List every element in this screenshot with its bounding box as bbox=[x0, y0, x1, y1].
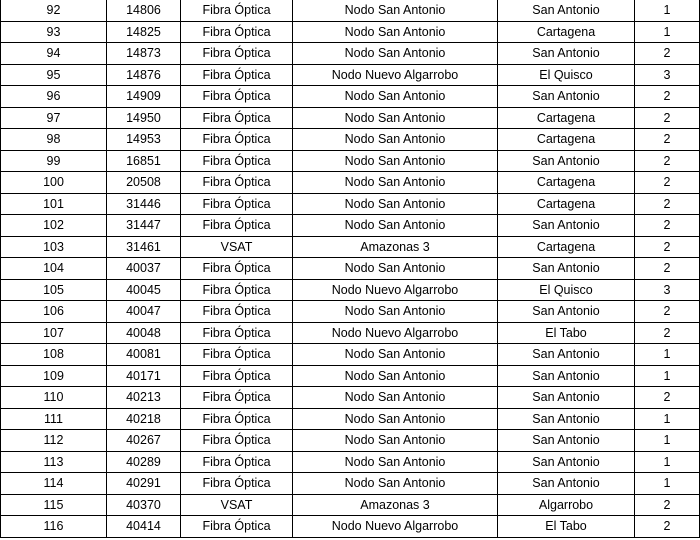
commune-cell: Algarrobo bbox=[498, 494, 635, 516]
commune-cell: San Antonio bbox=[498, 365, 635, 387]
commune-cell: Cartagena bbox=[498, 107, 635, 129]
node-cell: Nodo San Antonio bbox=[293, 258, 498, 280]
count-cell: 1 bbox=[635, 430, 700, 452]
technology-cell: Fibra Óptica bbox=[181, 172, 293, 194]
commune-cell: San Antonio bbox=[498, 430, 635, 452]
table-row bbox=[1, 86, 700, 108]
table-row bbox=[1, 107, 700, 129]
id-cell: 40171 bbox=[107, 365, 181, 387]
id-cell: 40291 bbox=[107, 473, 181, 495]
table-row bbox=[1, 172, 700, 194]
id-cell: 14950 bbox=[107, 107, 181, 129]
id-cell: 31447 bbox=[107, 215, 181, 237]
row-number-cell: 97 bbox=[1, 107, 107, 129]
id-cell: 20508 bbox=[107, 172, 181, 194]
table-row bbox=[1, 129, 700, 151]
row-number-cell: 109 bbox=[1, 365, 107, 387]
technology-cell: Fibra Óptica bbox=[181, 107, 293, 129]
table-row bbox=[1, 430, 700, 452]
table-row bbox=[1, 408, 700, 430]
table-row bbox=[1, 279, 700, 301]
table-row bbox=[1, 451, 700, 473]
id-cell: 40218 bbox=[107, 408, 181, 430]
table-row bbox=[1, 258, 700, 280]
technology-cell: Fibra Óptica bbox=[181, 150, 293, 172]
row-number-cell: 104 bbox=[1, 258, 107, 280]
node-cell: Nodo San Antonio bbox=[293, 21, 498, 43]
technology-cell: Fibra Óptica bbox=[181, 451, 293, 473]
technology-cell: Fibra Óptica bbox=[181, 0, 293, 21]
node-cell: Nodo San Antonio bbox=[293, 387, 498, 409]
commune-cell: San Antonio bbox=[498, 150, 635, 172]
id-cell: 14825 bbox=[107, 21, 181, 43]
node-cell: Nodo Nuevo Algarrobo bbox=[293, 516, 498, 538]
node-cell: Nodo San Antonio bbox=[293, 150, 498, 172]
table-row bbox=[1, 322, 700, 344]
commune-cell: San Antonio bbox=[498, 301, 635, 323]
row-number-cell: 102 bbox=[1, 215, 107, 237]
commune-cell: San Antonio bbox=[498, 258, 635, 280]
technology-cell: Fibra Óptica bbox=[181, 516, 293, 538]
id-cell: 40048 bbox=[107, 322, 181, 344]
technology-cell: Fibra Óptica bbox=[181, 279, 293, 301]
table-row bbox=[1, 344, 700, 366]
commune-cell: Cartagena bbox=[498, 129, 635, 151]
id-cell: 14953 bbox=[107, 129, 181, 151]
row-number-cell: 115 bbox=[1, 494, 107, 516]
node-cell: Nodo San Antonio bbox=[293, 172, 498, 194]
id-cell: 40047 bbox=[107, 301, 181, 323]
count-cell: 2 bbox=[635, 387, 700, 409]
technology-cell: Fibra Óptica bbox=[181, 86, 293, 108]
technology-cell: Fibra Óptica bbox=[181, 322, 293, 344]
table-row bbox=[1, 365, 700, 387]
node-cell: Nodo San Antonio bbox=[293, 473, 498, 495]
commune-cell: San Antonio bbox=[498, 344, 635, 366]
table-row bbox=[1, 193, 700, 215]
count-cell: 2 bbox=[635, 150, 700, 172]
id-cell: 31461 bbox=[107, 236, 181, 258]
table-row bbox=[1, 473, 700, 495]
row-number-cell: 105 bbox=[1, 279, 107, 301]
commune-cell: San Antonio bbox=[498, 408, 635, 430]
count-cell: 1 bbox=[635, 0, 700, 21]
row-number-cell: 106 bbox=[1, 301, 107, 323]
technology-cell: Fibra Óptica bbox=[181, 64, 293, 86]
node-cell: Nodo San Antonio bbox=[293, 408, 498, 430]
commune-cell: El Tabo bbox=[498, 516, 635, 538]
row-number-cell: 98 bbox=[1, 129, 107, 151]
node-cell: Nodo San Antonio bbox=[293, 365, 498, 387]
technology-cell: Fibra Óptica bbox=[181, 258, 293, 280]
row-number-cell: 116 bbox=[1, 516, 107, 538]
count-cell: 1 bbox=[635, 365, 700, 387]
id-cell: 40267 bbox=[107, 430, 181, 452]
technology-cell: VSAT bbox=[181, 494, 293, 516]
node-cell: Nodo Nuevo Algarrobo bbox=[293, 322, 498, 344]
row-number-cell: 101 bbox=[1, 193, 107, 215]
technology-cell: Fibra Óptica bbox=[181, 387, 293, 409]
row-number-cell: 100 bbox=[1, 172, 107, 194]
id-cell: 31446 bbox=[107, 193, 181, 215]
row-number-cell: 99 bbox=[1, 150, 107, 172]
node-cell: Nodo San Antonio bbox=[293, 107, 498, 129]
id-cell: 14806 bbox=[107, 0, 181, 21]
id-cell: 14876 bbox=[107, 64, 181, 86]
count-cell: 1 bbox=[635, 21, 700, 43]
count-cell: 2 bbox=[635, 301, 700, 323]
count-cell: 2 bbox=[635, 258, 700, 280]
id-cell: 40289 bbox=[107, 451, 181, 473]
table-row bbox=[1, 64, 700, 86]
id-cell: 40045 bbox=[107, 279, 181, 301]
table-body bbox=[1, 0, 700, 537]
count-cell: 2 bbox=[635, 215, 700, 237]
row-number-cell: 111 bbox=[1, 408, 107, 430]
table-row bbox=[1, 516, 700, 538]
technology-cell: Fibra Óptica bbox=[181, 430, 293, 452]
table-row bbox=[1, 236, 700, 258]
count-cell: 2 bbox=[635, 107, 700, 129]
technology-cell: Fibra Óptica bbox=[181, 21, 293, 43]
id-cell: 40213 bbox=[107, 387, 181, 409]
commune-cell: Cartagena bbox=[498, 21, 635, 43]
id-cell: 40414 bbox=[107, 516, 181, 538]
count-cell: 2 bbox=[635, 86, 700, 108]
id-cell: 40037 bbox=[107, 258, 181, 280]
count-cell: 2 bbox=[635, 516, 700, 538]
commune-cell: Cartagena bbox=[498, 236, 635, 258]
row-number-cell: 108 bbox=[1, 344, 107, 366]
row-number-cell: 114 bbox=[1, 473, 107, 495]
node-cell: Amazonas 3 bbox=[293, 236, 498, 258]
commune-cell: Cartagena bbox=[498, 193, 635, 215]
commune-cell: San Antonio bbox=[498, 387, 635, 409]
row-number-cell: 92 bbox=[1, 0, 107, 21]
id-cell: 16851 bbox=[107, 150, 181, 172]
technology-cell: VSAT bbox=[181, 236, 293, 258]
count-cell: 2 bbox=[635, 236, 700, 258]
technology-cell: Fibra Óptica bbox=[181, 344, 293, 366]
id-cell: 14909 bbox=[107, 86, 181, 108]
count-cell: 2 bbox=[635, 494, 700, 516]
commune-cell: San Antonio bbox=[498, 473, 635, 495]
node-cell: Nodo San Antonio bbox=[293, 430, 498, 452]
count-cell: 2 bbox=[635, 43, 700, 65]
row-number-cell: 96 bbox=[1, 86, 107, 108]
node-cell: Nodo San Antonio bbox=[293, 86, 498, 108]
table-row bbox=[1, 43, 700, 65]
technology-cell: Fibra Óptica bbox=[181, 129, 293, 151]
table-row bbox=[1, 215, 700, 237]
id-cell: 40081 bbox=[107, 344, 181, 366]
row-number-cell: 110 bbox=[1, 387, 107, 409]
node-cell: Nodo San Antonio bbox=[293, 215, 498, 237]
row-number-cell: 95 bbox=[1, 64, 107, 86]
node-cell: Nodo Nuevo Algarrobo bbox=[293, 279, 498, 301]
row-number-cell: 103 bbox=[1, 236, 107, 258]
count-cell: 1 bbox=[635, 473, 700, 495]
technology-cell: Fibra Óptica bbox=[181, 215, 293, 237]
table-row bbox=[1, 387, 700, 409]
count-cell: 3 bbox=[635, 279, 700, 301]
table-row bbox=[1, 0, 700, 21]
node-cell: Nodo San Antonio bbox=[293, 301, 498, 323]
row-number-cell: 113 bbox=[1, 451, 107, 473]
technology-cell: Fibra Óptica bbox=[181, 408, 293, 430]
node-cell: Nodo Nuevo Algarrobo bbox=[293, 64, 498, 86]
count-cell: 2 bbox=[635, 193, 700, 215]
count-cell: 3 bbox=[635, 64, 700, 86]
row-number-cell: 94 bbox=[1, 43, 107, 65]
count-cell: 1 bbox=[635, 344, 700, 366]
technology-cell: Fibra Óptica bbox=[181, 365, 293, 387]
commune-cell: San Antonio bbox=[498, 0, 635, 21]
row-number-cell: 93 bbox=[1, 21, 107, 43]
node-cell: Nodo San Antonio bbox=[293, 43, 498, 65]
node-cell: Nodo San Antonio bbox=[293, 451, 498, 473]
table-row bbox=[1, 494, 700, 516]
commune-cell: El Quisco bbox=[498, 279, 635, 301]
table-row bbox=[1, 301, 700, 323]
commune-cell: Cartagena bbox=[498, 172, 635, 194]
commune-cell: San Antonio bbox=[498, 43, 635, 65]
commune-cell: San Antonio bbox=[498, 215, 635, 237]
count-cell: 2 bbox=[635, 129, 700, 151]
technology-cell: Fibra Óptica bbox=[181, 301, 293, 323]
node-cell: Nodo San Antonio bbox=[293, 0, 498, 21]
table-row bbox=[1, 21, 700, 43]
commune-cell: San Antonio bbox=[498, 86, 635, 108]
node-cell: Nodo San Antonio bbox=[293, 129, 498, 151]
commune-cell: El Quisco bbox=[498, 64, 635, 86]
technology-cell: Fibra Óptica bbox=[181, 473, 293, 495]
count-cell: 2 bbox=[635, 322, 700, 344]
count-cell: 1 bbox=[635, 408, 700, 430]
commune-cell: El Tabo bbox=[498, 322, 635, 344]
row-number-cell: 107 bbox=[1, 322, 107, 344]
node-cell: Nodo San Antonio bbox=[293, 344, 498, 366]
commune-cell: San Antonio bbox=[498, 451, 635, 473]
technology-cell: Fibra Óptica bbox=[181, 193, 293, 215]
id-cell: 14873 bbox=[107, 43, 181, 65]
count-cell: 1 bbox=[635, 451, 700, 473]
node-cell: Amazonas 3 bbox=[293, 494, 498, 516]
row-number-cell: 112 bbox=[1, 430, 107, 452]
node-cell: Nodo San Antonio bbox=[293, 193, 498, 215]
table-row bbox=[1, 150, 700, 172]
count-cell: 2 bbox=[635, 172, 700, 194]
id-cell: 40370 bbox=[107, 494, 181, 516]
technology-cell: Fibra Óptica bbox=[181, 43, 293, 65]
